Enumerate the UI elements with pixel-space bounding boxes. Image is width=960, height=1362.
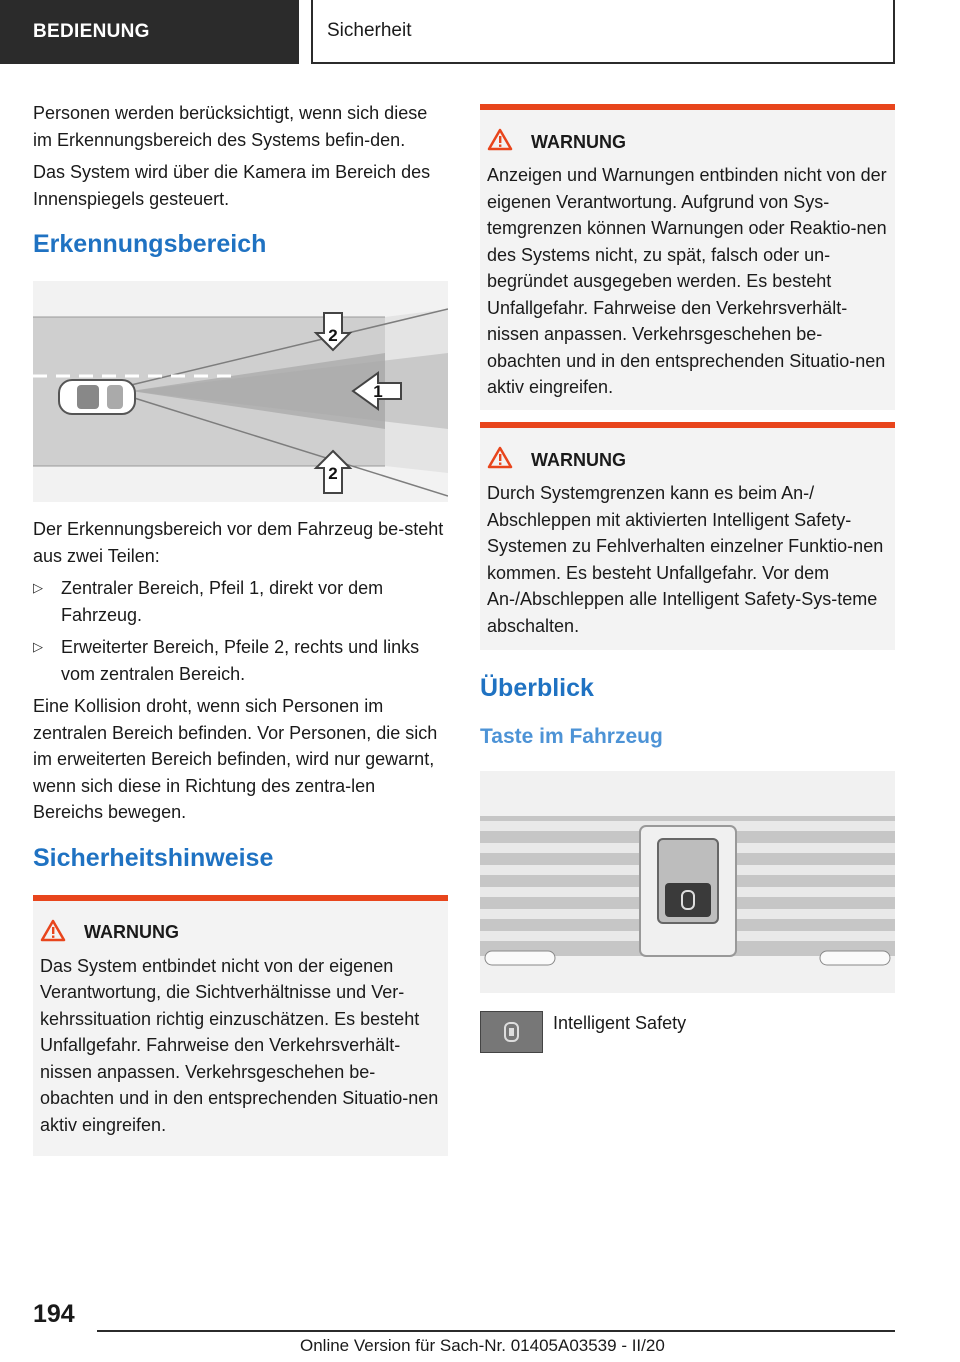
- page-number: 194: [33, 1300, 75, 1328]
- warning-text: Anzeigen und Warnungen entbinden nicht von der eigenen Verantwortung. Aufgrund von Sys-temgrenzen können Warnungen oder Reaktio-nen des Systems nicht, zu spät, falsch oder un-begründet ausgegeben werden. Es besteht Unfallgefahr. Fahrweise den Verkehrsverhält-nissen anpassen. Verkehrsgeschehen be-obachten und in den entsprechenden Situatio-nen aktiv eingreifen.: [487, 165, 887, 397]
- list-item: ▷ Zentraler Bereich, Pfeil 1, direkt vor dem Fahrzeug.: [33, 575, 448, 628]
- warning-title: WARNUNG: [84, 922, 179, 942]
- arrow-1-label: 1: [373, 382, 383, 401]
- left-column: [33, 100, 448, 1156]
- chapter-tab: [0, 0, 299, 64]
- chapter-label: BEDIENUNG: [33, 21, 150, 42]
- intro-paragraph-2: Das System wird über die Kamera im Bereich des Innenspiegels gesteuert.: [33, 162, 431, 209]
- detection-area-figure: [33, 281, 448, 502]
- detection-intro: Der Erkennungsbereich vor dem Fahrzeug be-steht aus zwei Teilen:: [33, 519, 444, 566]
- warning-triangle-icon: [40, 919, 72, 947]
- right-column: [480, 104, 895, 1071]
- arrow-2-bottom-label: 2: [328, 464, 338, 483]
- topic-label: Sicherheit: [327, 20, 412, 41]
- warning-text: Durch Systemgrenzen kann es beim An-/ Abschleppen mit aktivierten Intelligent Safety-Systemen zu Fehlverhalten einzelner Funktio-nen kommen. Es besteht Unfallgefahr. Vor dem An-/Abschleppen alle Intelligent Safety-Sys-teme abschalten.: [487, 483, 884, 636]
- vehicle-button-photo: [480, 771, 895, 993]
- warning-title: WARNUNG: [531, 449, 626, 470]
- heading-button-in-vehicle: Taste im Fahrzeug: [480, 725, 663, 748]
- heading-overview: Überblick: [480, 674, 594, 702]
- footer-divider: [97, 1330, 895, 1332]
- warning-title: WARNUNG: [531, 131, 626, 152]
- safety-button-label: Intelligent Safety: [553, 1013, 687, 1033]
- warning-text: Das System entbindet nicht von der eigenen Verantwortung, die Sichtverhältnisse und Ver-kehrssituation richtig einzuschätzen. Es besteht Unfallgefahr. Fahrweise den Verkehrsverhält-nissen anpassen. Verkehrsgeschehen be-obachten und in den entsprechenden Situatio-nen aktiv eingreifen.: [40, 955, 439, 1135]
- warning-triangle-icon: [487, 446, 519, 474]
- warning-box: [33, 895, 448, 1157]
- button-legend-row: [480, 1011, 895, 1071]
- intro-paragraph-1: Personen werden berücksichtigt, wenn sich diese im Erkennungsbereich des Systems befin-den.: [33, 103, 428, 150]
- heading-safety-notes: Sicherheitshinweise: [33, 843, 274, 872]
- list-item: ▷ Erweiterter Bereich, Pfeile 2, rechts und links vom zentralen Bereich.: [33, 634, 448, 687]
- heading-detection-area: Erkennungsbereich: [33, 230, 267, 258]
- topic-header: [311, 0, 895, 64]
- arrow-2-top-label: 2: [328, 326, 338, 345]
- footer-online-version: Online Version für Sach-Nr. 01405A03539 - II/20: [300, 1336, 665, 1355]
- triangle-bullet-icon: ▷: [33, 580, 43, 595]
- triangle-bullet-icon: ▷: [33, 639, 43, 654]
- car-icon: [59, 380, 135, 414]
- detection-list: [33, 575, 448, 687]
- warning-box: [480, 422, 895, 650]
- warning-triangle-icon: [487, 128, 519, 156]
- collision-paragraph: Eine Kollision droht, wenn sich Personen im zentralen Bereich befinden. Vor Personen, die sich im erweiterten Bereich befinden, wird nur gewarnt, wenn sich diese in Richtung des zentra-len Bereichs bewegen.: [33, 696, 438, 822]
- safety-button-thumbnail: [480, 1011, 543, 1053]
- safety-button-icon: [665, 883, 711, 917]
- warning-box: [480, 104, 895, 410]
